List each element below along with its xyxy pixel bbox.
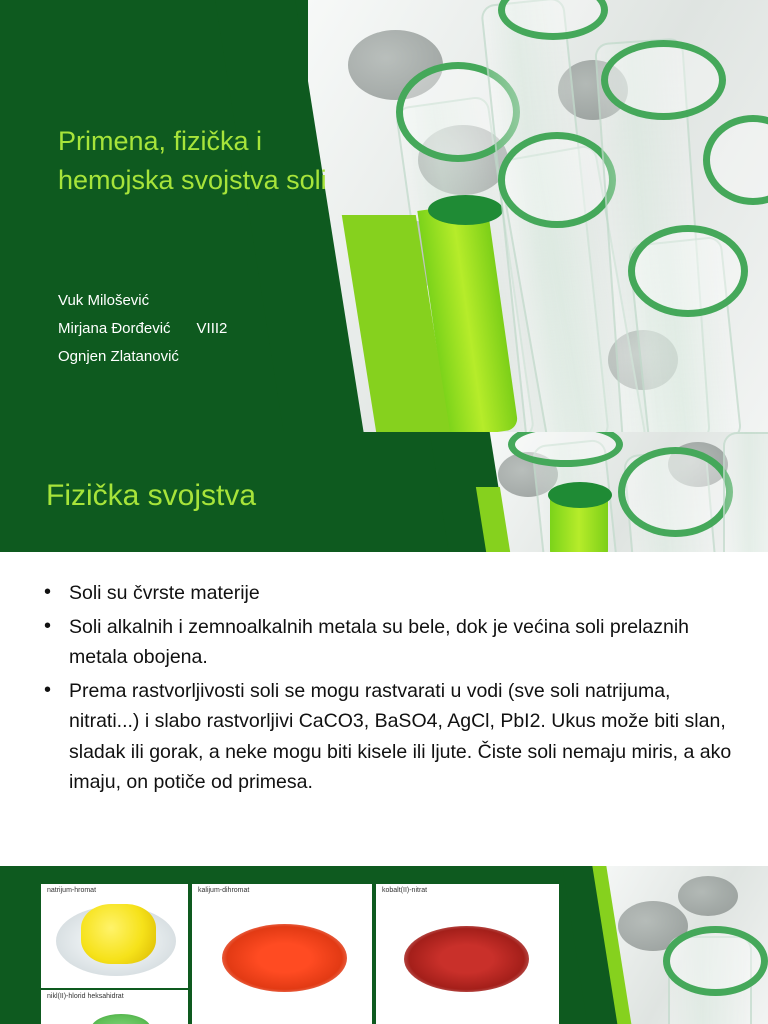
author-list [58, 287, 227, 371]
bullet-item: • Soli alkalnih i zemnoalkalnih metala su bele, dok je većina soli prelaznih metala obojena. [44, 612, 734, 673]
class-label: VIII2 [196, 320, 228, 337]
author-name: Ognjen Zlatanović [58, 348, 179, 365]
bullet-item: • Prema rastvorljivosti soli se mogu rastvarati u vodi (sve soli natrijuma, nitrati...) i slabo rastvorljivi CaCO3, BaSO4, AgCl, PbI2. Ukus može biti slan, sladak ili gorak, a neke mogu biti kisele ili ljute. Čiste soli nemaju miris, a ako imaju, on potiče od primesa. [44, 676, 734, 798]
test-tubes-photo [478, 432, 768, 552]
author-name: Vuk Milošević [58, 292, 150, 309]
sample-label: nikl(II)-hlorid heksahidrat [47, 993, 124, 1000]
bullet-list [44, 578, 734, 801]
section-title: Fizička svojstva [46, 479, 257, 512]
bullet-item: • Soli su čvrste materije [44, 578, 734, 609]
sample-label: natrijum-hromat [47, 887, 97, 894]
sample-label: kobalt(II)-nitrat [382, 887, 428, 894]
sample-photo [192, 884, 372, 1024]
sample-label: kalijum-dihromat [198, 887, 250, 894]
image-slide [0, 866, 768, 1024]
presentation-title: Primena, fizička i hemojska svojstva soli [58, 126, 327, 195]
author-name: Mirjana Đorđević [58, 320, 171, 337]
content-slide [0, 552, 768, 866]
title-slide [0, 0, 768, 432]
author-row [58, 287, 227, 315]
sample-photo [376, 884, 559, 1024]
sample-photo [41, 884, 188, 988]
section-header-slide [0, 432, 768, 552]
author-row [58, 315, 227, 343]
author-row [58, 343, 227, 371]
sample-photo [41, 990, 188, 1024]
